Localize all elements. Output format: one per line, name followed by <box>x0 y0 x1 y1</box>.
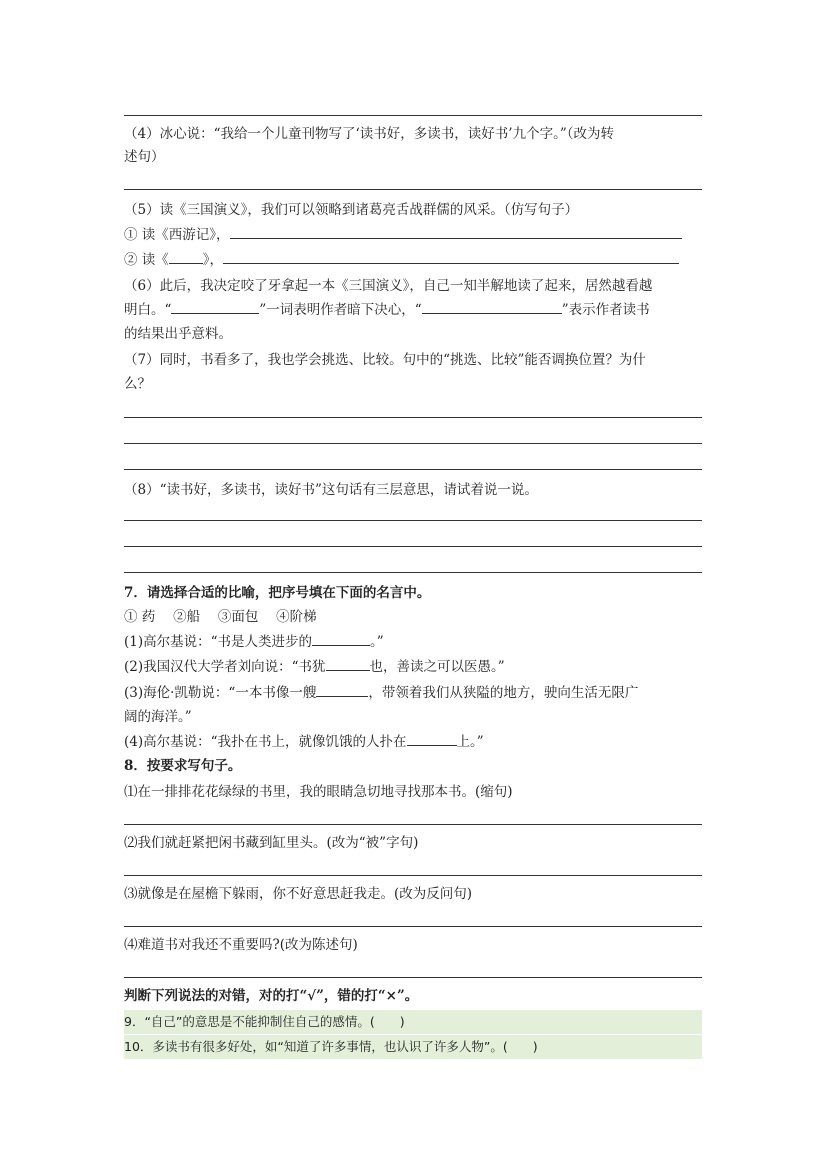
s7-i1-b: 。” <box>370 634 384 650</box>
q4-line1: （4）冰心说：“我给一个儿童刊物写了‘读书好，多读书，读好书’九个字。”（改为转 <box>124 126 614 142</box>
section7-item3-cont: 阔的海洋。” <box>124 709 192 725</box>
s7-i3-b: ，带领着我们从狭隘的地方，驶向生活无限广 <box>368 685 639 701</box>
answer-line[interactable] <box>124 977 702 978</box>
q7-line2: 么？ <box>124 376 151 392</box>
blank[interactable] <box>326 656 370 671</box>
blank[interactable] <box>422 299 562 314</box>
q7-line1: （7）同时，书看多了，我也学会挑选、比较。句中的“挑选、比较”能否调换位置？为什 <box>124 352 646 368</box>
q5-item2 <box>124 249 679 271</box>
blank[interactable] <box>312 631 370 646</box>
q5-item2-text-a: ② 读《 <box>124 252 169 268</box>
answer-line[interactable] <box>124 546 702 547</box>
blank[interactable] <box>169 249 203 264</box>
s7-i1-a: (1)高尔基说：“书是人类进步的 <box>124 634 313 650</box>
section7-options: ① 药 ②船 ③面包 ④阶梯 <box>124 609 317 625</box>
judge-title: 判断下列说法的对错，对的打“√”，错的打“×”。 <box>124 988 419 1004</box>
blank[interactable] <box>407 731 457 746</box>
q6-line1: （6）此后，我决定咬了牙拿起一本《三国演义》，自己一知半解地读了起来，居然越看越 <box>124 278 653 294</box>
answer-line[interactable] <box>124 189 702 190</box>
answer-line[interactable] <box>124 520 702 521</box>
blank[interactable] <box>223 249 679 264</box>
answer-line[interactable] <box>124 469 702 470</box>
s7-i4-a: (4)高尔基说：“我扑在书上，就像饥饿的人扑在 <box>124 734 407 750</box>
q5-item1-text: ① 读《西游记》， <box>124 227 230 243</box>
blank[interactable] <box>171 299 259 314</box>
q6-text-b: ”一词表明作者暗下决心，“ <box>259 302 422 318</box>
q8-line1: （8）“读书好，多读书，读好书”这句话有三层意思，请试着说一说。 <box>124 482 538 498</box>
q5-item2-text-b: 》， <box>202 252 224 268</box>
answer-line[interactable] <box>124 417 702 418</box>
q6-line2 <box>124 299 650 321</box>
q6-line3: 的结果出乎意料。 <box>124 326 232 342</box>
answer-line[interactable] <box>124 443 702 444</box>
section8-item2: ⑵我们就赶紧把闲书藏到缸里头。(改为“被”字句) <box>124 835 419 851</box>
section7-item4 <box>124 731 484 753</box>
answer-line[interactable] <box>124 572 702 573</box>
q5-prompt: （5）读《三国演义》，我们可以领略到诸葛亮舌战群儒的风采。（仿写句子） <box>124 202 579 218</box>
section8-item3: ⑶就像是在屋檐下躲雨，你不好意思赶我走。(改为反问句) <box>124 886 473 902</box>
s7-i3-a: (3)海伦·凯勒说：“一本书像一艘 <box>124 685 317 701</box>
judge-q10: 10．多读书有很多好处，如“知道了许多事情，也认识了许多人物”。( ) <box>124 1039 538 1054</box>
blank[interactable] <box>230 224 682 239</box>
q4-line2: 述句） <box>124 149 165 165</box>
answer-line <box>124 115 702 116</box>
q6-text-a: 明白。“ <box>124 302 172 318</box>
q6-text-c: ”表示作者读书 <box>561 302 650 318</box>
answer-line[interactable] <box>124 824 702 825</box>
section7-item3 <box>124 682 638 704</box>
section7-item2 <box>124 656 505 678</box>
s7-i4-b: 上。” <box>456 734 484 750</box>
answer-line[interactable] <box>124 875 702 876</box>
s7-i2-a: (2)我国汉代大学者刘向说：“书犹 <box>124 659 326 675</box>
q5-item1 <box>124 224 682 246</box>
answer-line[interactable] <box>124 926 702 927</box>
s7-i2-b: 也，善读之可以医愚。” <box>369 659 505 675</box>
judge-q9: 9．“自己”的意思是不能抑制住自己的感情。( ) <box>124 1014 405 1029</box>
section8-item4: ⑷难道书对我还不重要吗?(改为陈述句) <box>124 937 358 953</box>
section8-item1: ⑴在一排排花花绿绿的书里，我的眼睛急切地寻找那本书。(缩句) <box>124 784 513 800</box>
section8-title: 8．按要求写句子。 <box>124 758 242 774</box>
section7-item1 <box>124 631 384 653</box>
blank[interactable] <box>316 682 368 697</box>
section7-title: 7．请选择合适的比喻，把序号填在下面的名言中。 <box>124 585 431 601</box>
